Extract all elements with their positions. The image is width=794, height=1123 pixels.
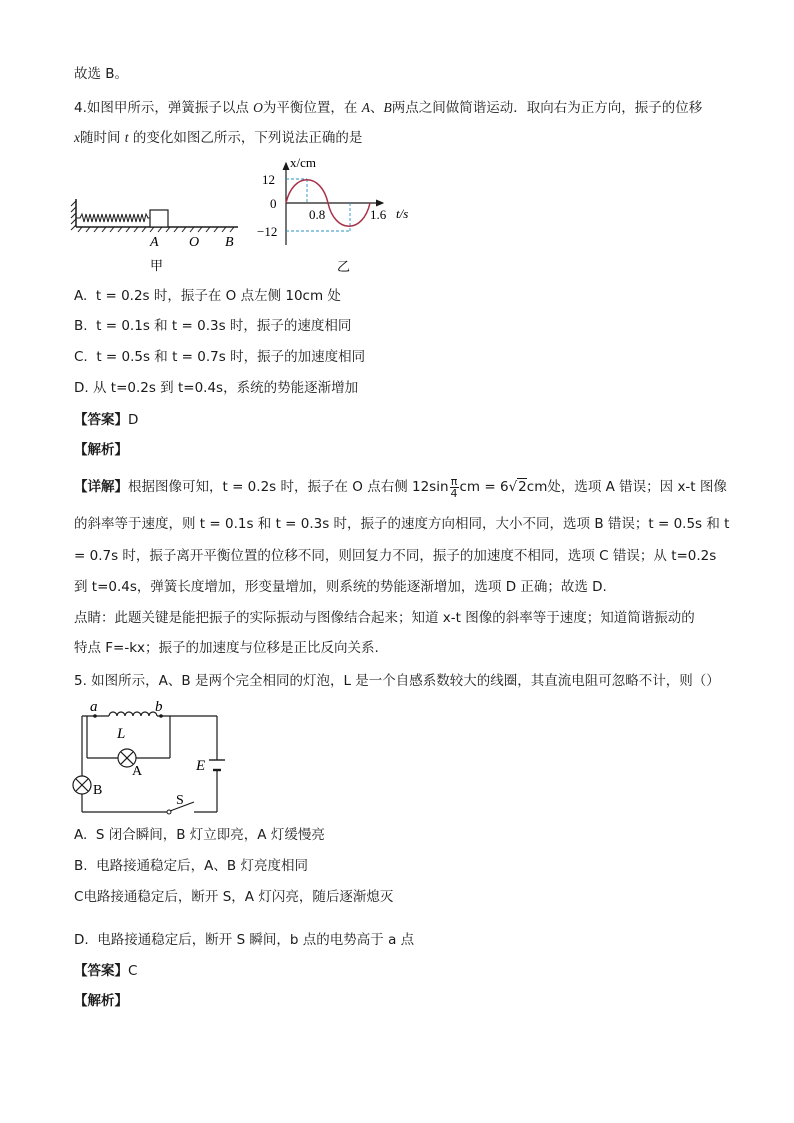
label-inductor: L: [117, 726, 126, 742]
q4-analysis-label: [74, 440, 128, 460]
option-letter: A.: [74, 827, 88, 843]
point-b: B: [383, 100, 392, 115]
fraction-denominator: 4: [450, 486, 458, 500]
label-node-b: b: [155, 699, 163, 715]
q4-detail-line3: = 0.7s 时，振子离开平衡位置的位移不同，则回复力不同，振子的加速度不相同，选项 C 错误；从 t=0.2s: [74, 548, 717, 564]
option-text: t = 0.1s 和 t = 0.3s 时，振子的速度相同: [96, 318, 352, 334]
option-text: 电路接通稳定后，断开 S 瞬间，b 点的电势高于 a 点: [97, 932, 415, 948]
answer-value: C: [128, 963, 138, 979]
tick-neg12: −12: [257, 224, 278, 239]
q4-stem-text: 为平衡位置，在: [262, 100, 362, 116]
q4-stem-text: 两点之间做简谐运动．取向右为正方向，振子的位移: [391, 100, 703, 116]
option-letter: D.: [74, 932, 89, 948]
q4-comment-line1: 点睛：此题关键是能把振子的实际振动与图像结合起来；知道 x-t 图像的斜率等于速度；知道简谐振动的: [74, 610, 695, 626]
q4-option-d: [74, 378, 358, 398]
tick-0: 0: [270, 196, 277, 211]
label-o: O: [189, 235, 200, 250]
q5-option-d: [74, 930, 414, 950]
lamp-b: [73, 776, 91, 794]
q4-stem-line2: [74, 128, 362, 148]
label-node-a: a: [90, 699, 98, 715]
detail-text: cm处，选项 A 错误；因 x-t 图像: [526, 479, 727, 495]
q4-option-c: [74, 347, 365, 367]
label-battery: E: [196, 758, 206, 774]
q4-detail-line4: 到 t=0.4s，弹簧长度增加，形变量增加，则系统的势能逐渐增加，选项 D 正确；故选 D.: [74, 579, 607, 595]
option-text: 电路接通稳定后，A、B 灯亮度相同: [96, 858, 308, 874]
q4-stem-text: 、: [369, 100, 384, 116]
q4-comment-line2: 特点 F=-kx；振子的加速度与位移是正比反向关系.: [74, 640, 379, 656]
answer-value: D: [128, 412, 139, 428]
q4-option-a: [74, 286, 341, 306]
y-axis-label: x/cm: [290, 155, 316, 170]
option-text: t = 0.2s 时，振子在 O 点左侧 10cm 处: [95, 288, 341, 304]
option-text: S 闭合瞬间，B 灯立即亮，A 灯缓慢亮: [95, 827, 325, 843]
option-text: t = 0.5s 和 t = 0.7s 时，振子的加速度相同: [96, 349, 366, 365]
analysis-label: 【解析】: [74, 442, 128, 458]
figure-jia: [70, 195, 250, 275]
prev-conclusion: 故选 B。: [74, 66, 129, 82]
option-letter: A.: [74, 288, 88, 304]
q5-option-b: [74, 856, 308, 876]
q5-analysis-label: [74, 991, 128, 1011]
option-text: 电路接通稳定后，断开 S，A 灯闪亮，随后逐渐熄灭: [83, 889, 394, 905]
tick-12: 12: [262, 172, 275, 187]
option-letter: D.: [74, 380, 89, 396]
figure-jia-caption: 甲: [150, 258, 164, 273]
label-switch: S: [176, 793, 184, 808]
label-a: A: [150, 235, 159, 250]
q5-stem: 5. 如图所示，A、B 是两个完全相同的灯泡，L 是一个自感系数较大的线圈，其直流电阻可忽略不计，则（）: [74, 673, 720, 689]
var-t: t: [124, 130, 129, 145]
tick-0-8: 0.8: [309, 207, 326, 222]
option-letter: B.: [74, 858, 88, 874]
sqrt-radicand: 2: [518, 479, 527, 495]
detail-label: 【详解】: [74, 479, 128, 495]
q5-option-c: [74, 887, 393, 907]
detail-text: 根据图像可知，t = 0.2s 时，振子在 O 点右侧 12sin: [128, 479, 449, 495]
label-lamp-b: B: [93, 783, 103, 798]
tick-1-6: 1.6: [370, 207, 387, 222]
q4-stem-text: 4.如图甲所示，弹簧振子以点: [74, 100, 254, 116]
answer-label: 【答案】: [74, 412, 128, 428]
battery: [209, 760, 225, 770]
figure-yi: [255, 155, 425, 275]
q5-answer: [74, 961, 137, 981]
q4-stem-text: 随时间: [80, 130, 125, 146]
oscillator-block: [150, 210, 168, 227]
point-a: A: [361, 100, 370, 115]
q5-option-a: [74, 825, 325, 845]
option-letter: B.: [74, 318, 88, 334]
point-o: O: [253, 100, 263, 115]
q5-circuit: [72, 698, 232, 818]
fraction-numerator: π: [450, 474, 458, 488]
fraction-pi-over-4: [450, 476, 459, 499]
q4-detail-line1: 【详解】根据图像可知，t = 0.2s 时，振子在 O 点右侧 12sin $\frac{\pi}{4}$ cm = 6√2cm处，选项 A 错误；因 x-t 图像: [74, 474, 727, 500]
option-text: 从 t=0.2s 到 t=0.4s，系统的势能逐渐增加: [92, 380, 359, 396]
label-b: B: [225, 235, 234, 250]
analysis-label: 【解析】: [74, 993, 128, 1009]
q4-detail-line2: 的斜率等于速度，则 t = 0.1s 和 t = 0.3s 时，振子的速度方向相同，大小不同，选项 B 错误；t = 0.5s 和 t: [74, 516, 730, 532]
q4-answer: [74, 410, 138, 430]
answer-label: 【答案】: [74, 963, 128, 979]
label-lamp-a: A: [132, 764, 143, 779]
q4-option-b: [74, 316, 351, 336]
detail-text: cm = 6: [459, 479, 509, 495]
inductor-coil: [109, 712, 157, 716]
q4-stem-line1: [74, 98, 702, 118]
figure-yi-caption: 乙: [337, 259, 351, 274]
var-x: x: [74, 130, 80, 145]
q4-stem-text: 的变化如图乙所示，下列说法正确的是: [128, 130, 363, 146]
x-axis-label: t/s: [396, 206, 409, 221]
option-letter: C: [74, 889, 84, 905]
option-letter: C.: [74, 349, 88, 365]
spring: [76, 214, 150, 222]
